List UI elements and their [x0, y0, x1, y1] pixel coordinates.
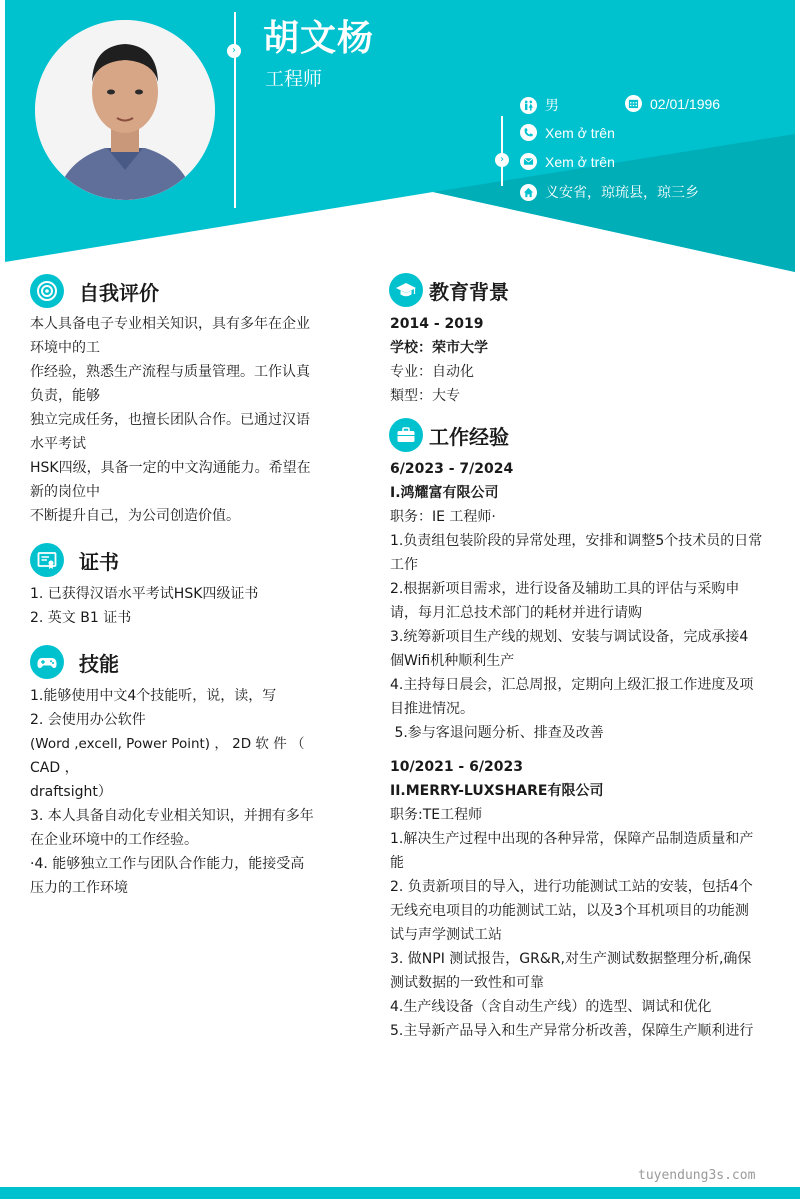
- text-line: CAD ，: [30, 760, 79, 776]
- envelope-icon: [520, 153, 537, 170]
- footer-bar: [0, 1187, 800, 1199]
- text-line: 能: [390, 855, 404, 871]
- text-line: 独立完成任务，也擅长团队合作。已通过汉语: [30, 412, 310, 428]
- education-period: 2014 - 2019: [390, 316, 484, 332]
- text-line: 2. 英文 B1 证书: [30, 610, 132, 626]
- work-heading: [389, 418, 509, 452]
- text-line: 水平考试: [30, 436, 86, 452]
- birthdate-value: 02/01/1996: [650, 95, 721, 112]
- text-line: 5.参与客退问题分析、排查及改善: [390, 725, 604, 741]
- text-line: 请，每月汇总技术部门的耗材并进行请购: [390, 605, 642, 621]
- phone-icon: [520, 124, 537, 141]
- phone-info: [520, 124, 615, 141]
- text-line: 3.统筹新项目生产线的规划、安装与调试设备，完成承接4: [390, 629, 749, 645]
- job-role: 职务:TE工程师: [390, 807, 483, 823]
- job-2: [390, 755, 753, 1043]
- certs-title: 证书: [79, 549, 119, 574]
- work-title: 工作经验: [429, 424, 509, 449]
- address-info: [520, 182, 699, 202]
- chevron-right-icon: ›: [495, 153, 509, 167]
- email-value: Xem ở trên: [545, 153, 615, 170]
- header-divider-left: [234, 12, 236, 208]
- job-1: [390, 457, 762, 745]
- text-line: 测试数据的一致性和可靠: [390, 975, 544, 991]
- job-company: II.MERRY-LUXSHARE有限公司: [390, 783, 604, 799]
- graduation-cap-icon: [389, 273, 423, 307]
- self-eval-text: [30, 312, 311, 528]
- birthdate-info: [625, 95, 720, 112]
- text-line: ·4. 能够独立工作与团队合作能力，能接受高: [30, 856, 305, 872]
- job-company: I.鸿耀富有限公司: [390, 485, 499, 501]
- text-line: 1.解决生产过程中出现的各种异常，保障产品制造质量和产: [390, 831, 754, 847]
- education-heading: [389, 273, 509, 307]
- text-line: 压力的工作环境: [30, 880, 128, 896]
- address-value: 义安省，琼琉县，琼三乡: [545, 184, 699, 200]
- text-line: HSK四级，具备一定的中文沟通能力。希望在: [30, 460, 311, 476]
- calendar-icon: [625, 95, 642, 112]
- gender-icon: [520, 97, 537, 114]
- education-text: [390, 312, 488, 408]
- text-line: 2. 负责新项目的导入，进行功能测试工站的安装，包括4个: [390, 879, 753, 895]
- self-eval-title: 自我评价: [79, 280, 159, 305]
- text-line: 2.根据新项目需求，进行设备及辅助工具的评估与采购申: [390, 581, 740, 597]
- chevron-right-icon: ›: [227, 44, 241, 58]
- certificate-icon: [30, 543, 64, 577]
- header-divider-right: [501, 116, 503, 186]
- text-line: 4.主持每日晨会，汇总周报，定期向上级汇报工作进度及项: [390, 677, 754, 693]
- gamepad-icon: [30, 645, 64, 679]
- skills-heading: [30, 645, 119, 679]
- text-line: 工作: [390, 557, 418, 573]
- candidate-title: 工程师: [265, 68, 323, 90]
- text-line: 作经验，熟悉生产流程与质量管理。工作认真: [30, 364, 310, 380]
- phone-value: Xem ở trên: [545, 124, 615, 141]
- skills-title: 技能: [79, 651, 119, 676]
- text-line: 新的岗位中: [30, 484, 100, 500]
- text-line: 1. 已获得汉语水平考试HSK四级证书: [30, 586, 259, 602]
- text-line: 不断提升自己，为公司创造价值。: [30, 508, 240, 524]
- education-major: 专业：自动化: [390, 364, 474, 380]
- text-line: 3. 本人具备自动化专业相关知识，并拥有多年: [30, 808, 314, 824]
- text-line: 无线充电项目的功能测试工站，以及3个耳机项目的功能测: [390, 903, 749, 919]
- text-line: 3. 做NPI 测试报告，GR&R,对生产测试数据整理分析,确保: [390, 951, 752, 967]
- certs-text: [30, 582, 258, 630]
- watermark: tuyendung3s.com: [638, 1168, 756, 1183]
- education-school: 学校：荣市大学: [390, 340, 488, 356]
- text-line: 4.生产线设备（含自动生产线）的选型、调试和优化: [390, 999, 712, 1015]
- certs-heading: [30, 543, 119, 577]
- target-icon: [30, 274, 64, 308]
- text-line: 试与声学测试工站: [390, 927, 502, 943]
- text-line: 本人具备电子专业相关知识，具有多年在企业: [30, 316, 310, 332]
- home-icon: [520, 184, 537, 201]
- briefcase-icon: [389, 418, 423, 452]
- text-line: 1.能够使用中文4个技能听，说，读，写: [30, 688, 277, 704]
- text-line: 在企业环境中的工作经验。: [30, 832, 198, 848]
- text-line: 环境中的工: [30, 340, 100, 356]
- self-eval-heading: [30, 274, 159, 308]
- text-line: (Word ,excell, Power Point) ， 2D 软 件 （: [30, 736, 305, 752]
- text-line: 1.负责组包装阶段的异常处理，安排和调整5个技术员的日常: [390, 533, 763, 549]
- email-info: [520, 153, 615, 170]
- education-type: 類型：大专: [390, 388, 460, 404]
- skills-text: [30, 684, 314, 900]
- gender-info: [520, 95, 559, 115]
- avatar: [35, 20, 215, 200]
- gender-value: 男: [545, 97, 559, 113]
- job-period: 6/2023 - 7/2024: [390, 461, 514, 477]
- text-line: 5.主导新产品导入和生产异常分析改善，保障生产顺利进行: [390, 1023, 754, 1039]
- text-line: 2. 会使用办公软件: [30, 712, 146, 728]
- job-period: 10/2021 - 6/2023: [390, 759, 523, 775]
- education-title: 教育背景: [429, 279, 509, 304]
- candidate-name: 胡文杨: [263, 18, 375, 59]
- text-line: draftsight）: [30, 784, 112, 800]
- job-role: 职务：IE 工程师·: [390, 509, 496, 525]
- text-line: 负责，能够: [30, 388, 100, 404]
- text-line: 目推进情况。: [390, 701, 474, 717]
- text-line: 個Wifi机种顺利生产: [390, 653, 515, 669]
